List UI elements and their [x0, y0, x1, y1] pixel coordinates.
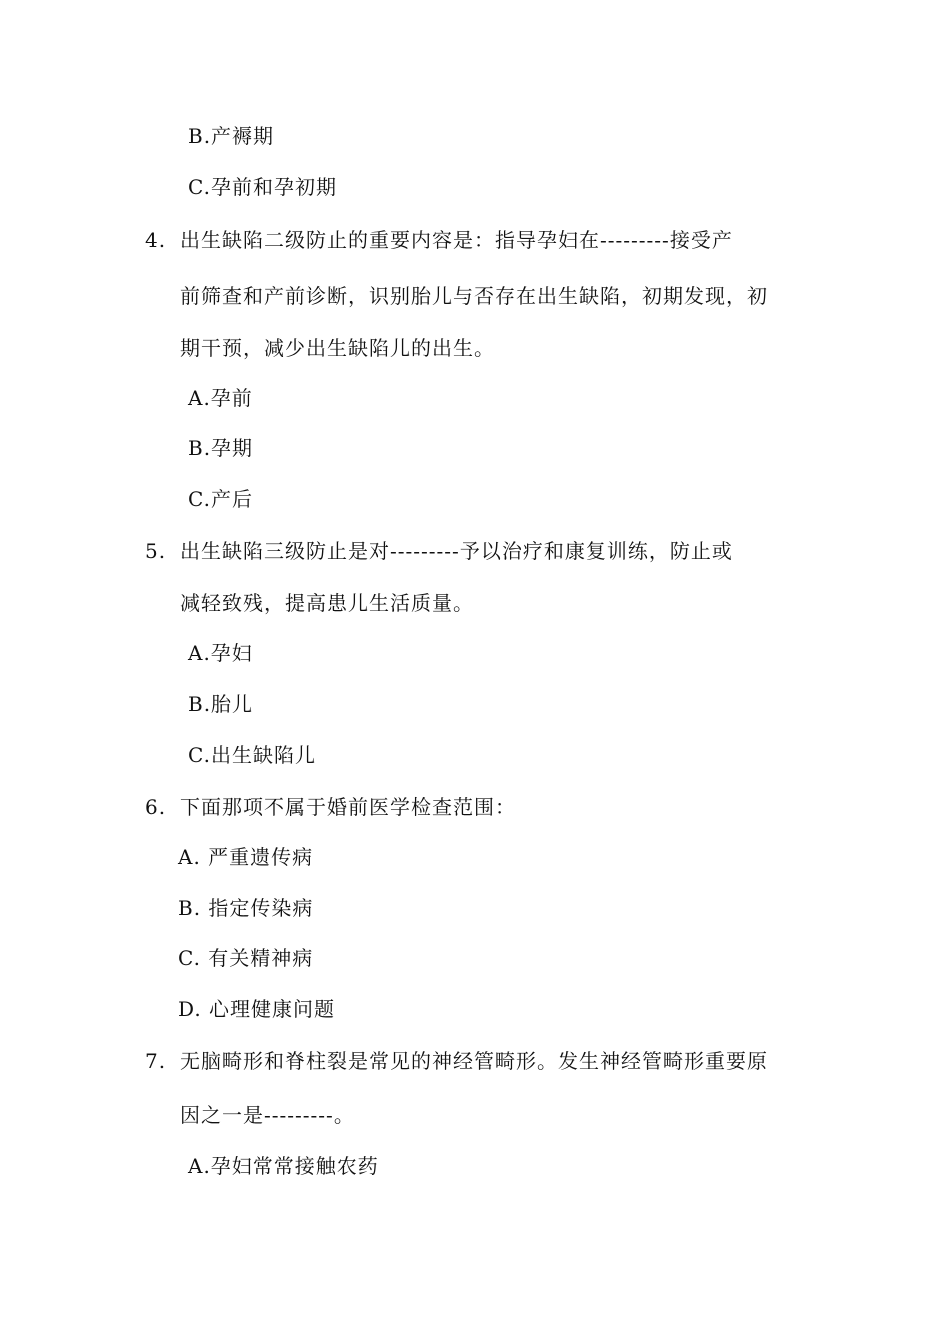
- q4-text-line-1: 出生缺陷二级防止的重要内容是：指导孕妇在---------接受产: [180, 228, 733, 252]
- q7-text-line-1: 无脑畸形和脊柱裂是常见的神经管畸形。发生神经管畸形重要原: [180, 1049, 768, 1073]
- q3-option-c: C.孕前和孕初期: [188, 175, 337, 199]
- q4-option-b: B.孕期: [188, 436, 254, 460]
- q4-option-c: C.产后: [188, 487, 253, 511]
- q6-option-a: A. 严重遗传病: [178, 845, 314, 869]
- q6-text: 下面那项不属于婚前医学检查范围：: [180, 795, 516, 819]
- q7-text-line-2: 因之一是---------。: [180, 1103, 355, 1127]
- q5-option-a: A.孕妇: [188, 641, 253, 665]
- q6-option-c: C. 有关精神病: [178, 946, 314, 970]
- q7-option-a: A.孕妇常常接触农药: [188, 1154, 379, 1178]
- q4-text-line-3: 期干预，减少出生缺陷儿的出生。: [180, 336, 495, 360]
- q5-option-b: B.胎儿: [188, 692, 254, 716]
- q5-option-c: C.出生缺陷儿: [188, 743, 316, 767]
- q6-option-b: B. 指定传染病: [178, 896, 314, 920]
- q7-number: 7.: [145, 1049, 167, 1073]
- q5-text-line-2: 减轻致残，提高患儿生活质量。: [180, 591, 474, 615]
- q5-number: 5.: [145, 539, 167, 563]
- q6-number: 6.: [145, 795, 167, 819]
- q6-option-d: D. 心理健康问题: [178, 997, 336, 1021]
- q3-option-b: B.产褥期: [188, 124, 275, 148]
- q5-text-line-1: 出生缺陷三级防止是对---------予以治疗和康复训练，防止或: [180, 539, 733, 563]
- q4-option-a: A.孕前: [188, 386, 253, 410]
- q4-text-line-2: 前筛查和产前诊断，识别胎儿与否存在出生缺陷，初期发现，初: [180, 284, 768, 308]
- q4-number: 4.: [145, 228, 167, 252]
